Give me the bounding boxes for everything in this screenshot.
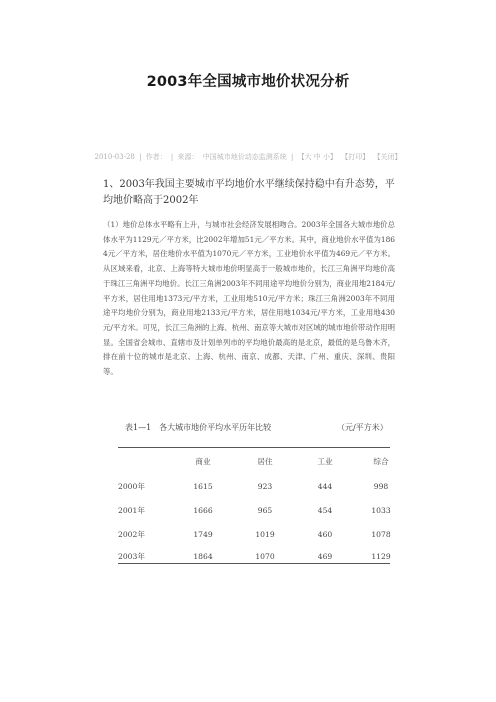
- table-cell: 460: [317, 530, 333, 539]
- table-row-label: 2001年: [118, 506, 145, 515]
- font-size-switch[interactable]: 【大 中 小】: [297, 153, 338, 161]
- section-heading: 1、2003年我国主要城市平均地价水平继续保持稳中有升态势，平均地价略高于2002年: [103, 179, 395, 206]
- table-header-commercial: 商业: [195, 457, 211, 466]
- article-meta: 2010-03-28 | 作者： | 来源： 中国城市地价动态监测系统 | 【大 中 小】 【打印】 【关闭】: [94, 153, 402, 161]
- table-row-label: 2002年: [118, 530, 145, 539]
- print-link[interactable]: 【打印】: [341, 153, 370, 161]
- table-cell: 1749: [193, 530, 213, 539]
- table-unit: （元/平方米）: [337, 423, 388, 432]
- table-row-label: 2003年: [118, 552, 145, 561]
- table-caption: [125, 422, 388, 433]
- table-cell: 1019: [255, 530, 275, 539]
- table-cell: 1615: [193, 482, 213, 491]
- table-cell: 1864: [193, 552, 213, 561]
- page-title: 2003年全国城市地价状况分析: [146, 74, 350, 90]
- table-cell: 1078: [371, 530, 391, 539]
- source-label: 来源：: [177, 153, 199, 161]
- table-header-composite: 综合: [373, 457, 389, 466]
- body-paragraph: （1）地价总体水平略有上升，与城市社会经济发展相吻合。2003年全国各大城市地价总体水平为1129元／平方米，比2002年增加51元／平方米。其中，商业地价水平值为1864元／平方米，居住地价水平值为1070元／平方米，工业地价水平值为469元／平方米。从区域来看，北京、上海等特大城市地价明显高于一般城市地价，长江三角洲平均地价高于珠江三角洲平均地价。长江三角洲2003年不同用途平均地价分别为，商业用地2184元/平方米，居住用地1373元/平方米，工业用地510元/平方米；珠江三角洲2003年不同用途平均地价分别为，商业用地2133元/平方米，居住用地1034元/平方米，工业用地430元/平方米。可见，长江三角洲的上海、杭州、南京等大城市对区域的城市地价带动作用明显。全国省会城市、直辖市及计划单列市的平均地价最高的是北京，最低的是乌鲁木齐，排在前十位的城市是北京、上海、杭州、南京、成都、天津、广州、重庆、深圳、贵阳等。: [103, 220, 395, 377]
- table-cell: 1666: [193, 506, 213, 515]
- table-cell: 923: [257, 482, 273, 491]
- table-cell: 1033: [371, 506, 391, 515]
- publish-date: 2010-03-28: [94, 153, 135, 161]
- table-bottom-rule: [118, 563, 390, 564]
- table-top-rule: [118, 447, 390, 448]
- author-label: 作者：: [145, 153, 167, 161]
- table-cell: 1070: [255, 552, 275, 561]
- table-row-label: 2000年: [118, 482, 145, 491]
- table-title: 表1—1 各大城市地价平均水平历年比较: [125, 423, 272, 432]
- close-link[interactable]: 【关闭】: [373, 153, 402, 161]
- table-cell: 454: [317, 506, 333, 515]
- table-header-industrial: 工业: [317, 457, 333, 466]
- table-cell: 1129: [371, 552, 391, 561]
- table-header-residential: 居住: [257, 457, 273, 466]
- table-cell: 965: [257, 506, 273, 515]
- table-cell: 998: [373, 482, 389, 491]
- table-cell: 469: [317, 552, 333, 561]
- source-name: 中国城市地价动态监测系统: [202, 153, 287, 161]
- table-cell: 444: [317, 482, 333, 491]
